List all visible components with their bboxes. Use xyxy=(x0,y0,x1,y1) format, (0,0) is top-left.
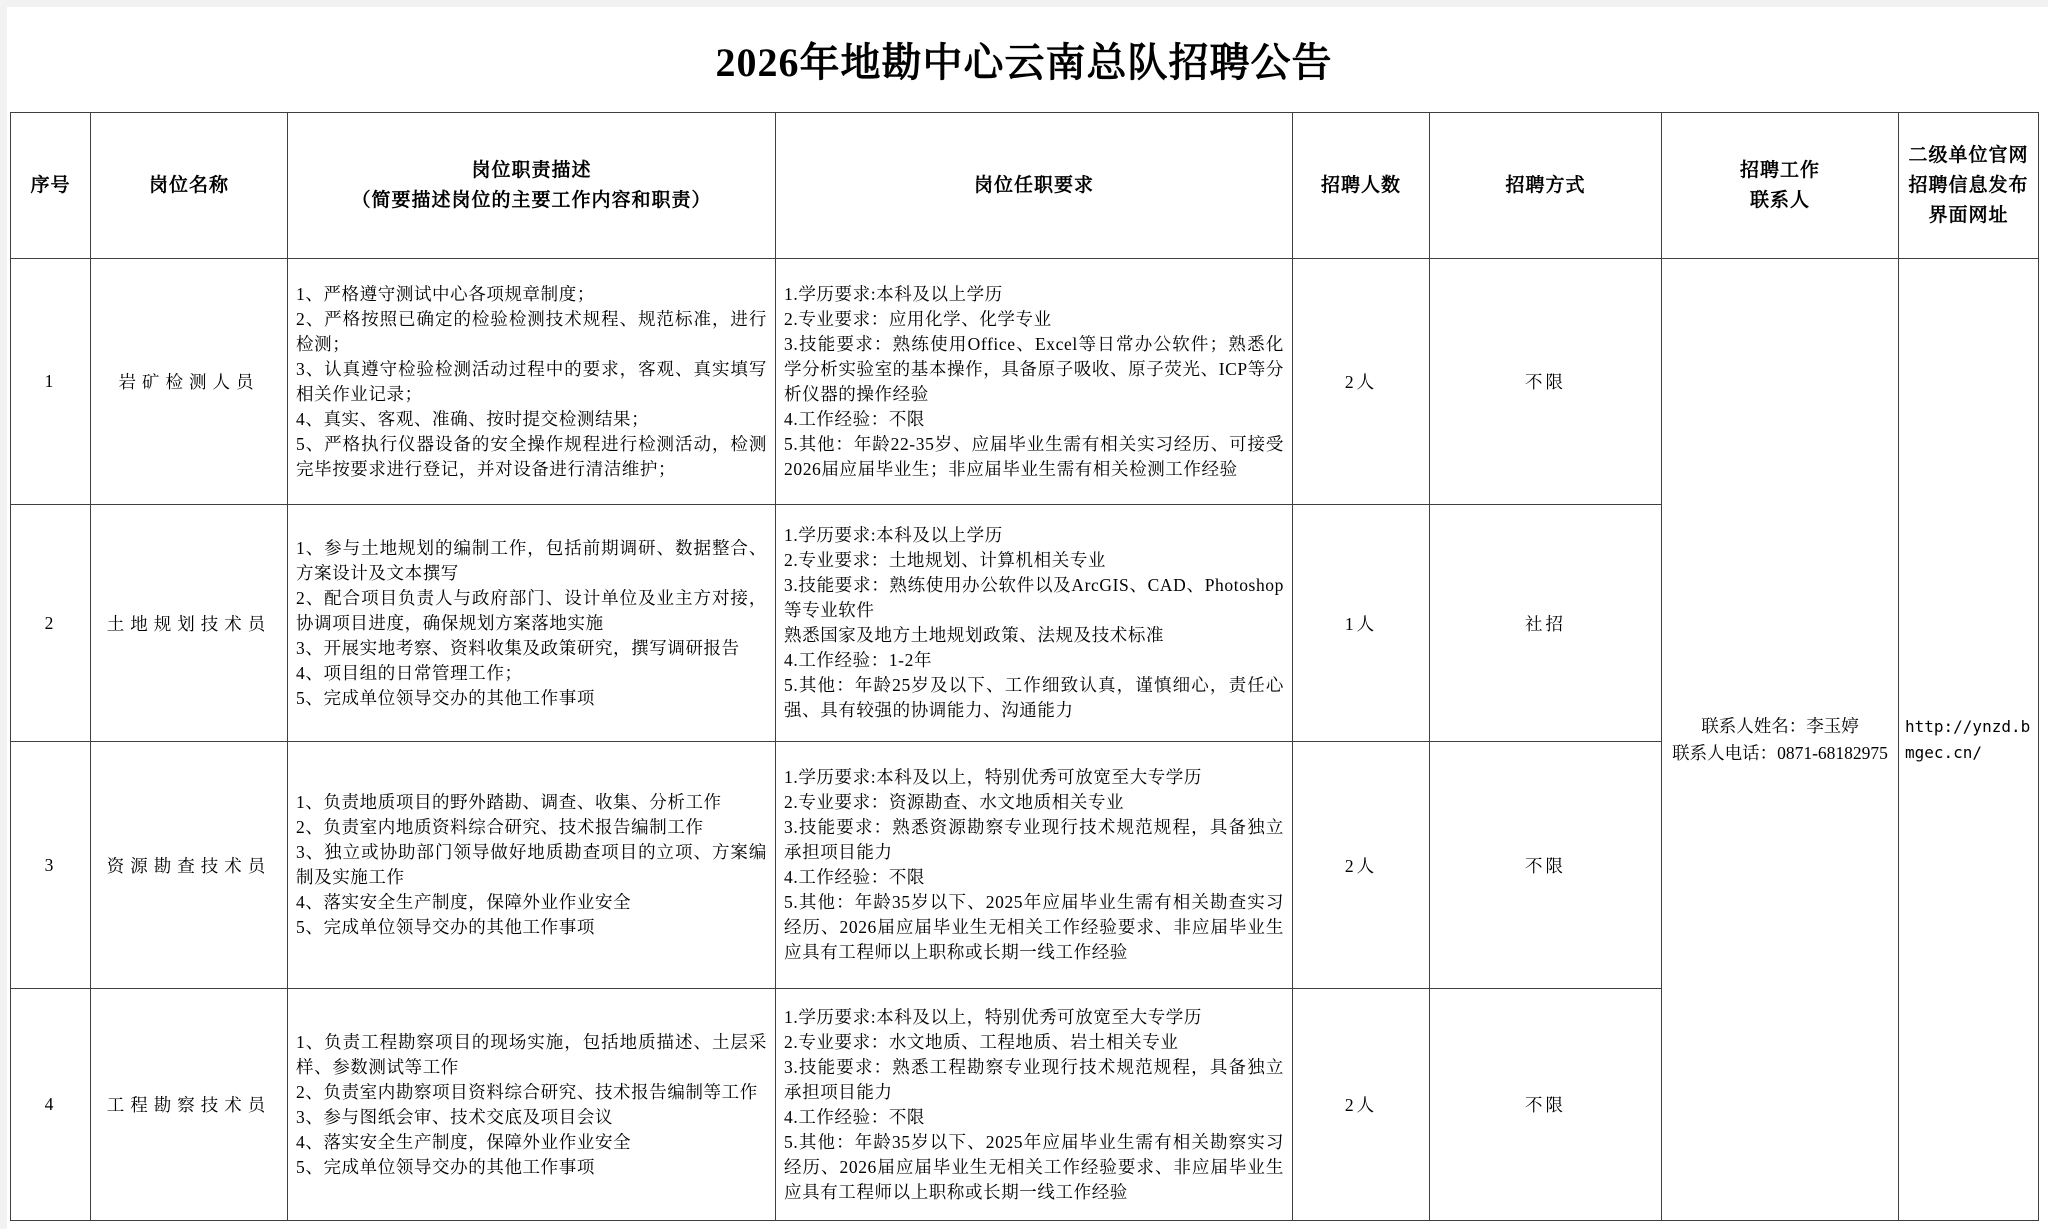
text-line: 招聘工作 xyxy=(1739,159,1820,181)
text-line: 界面网址 xyxy=(1928,204,2009,226)
text-line: 招聘信息发布 xyxy=(1908,174,2029,196)
method-cell: 不限 xyxy=(1430,259,1662,505)
header-method: 招聘方式 xyxy=(1430,113,1662,259)
text-line: 2.专业要求：资源勘查、水文地质相关专业 xyxy=(784,792,1125,812)
text-line: 3.技能要求：熟练使用办公软件以及ArcGIS、CAD、Photoshop等专业软件 xyxy=(784,575,1284,620)
method-cell: 社招 xyxy=(1430,505,1662,742)
table-row xyxy=(11,259,2039,505)
serial-cell: 4 xyxy=(11,989,91,1221)
text-line: 2、严格按照已确定的检验检测技术规程、规范标准，进行检测； xyxy=(296,308,767,354)
text-line: 3.技能要求：熟悉资源勘察专业现行技术规范规程，具备独立承担项目能力 xyxy=(784,817,1284,862)
position-cell: 岩矿检测人员 xyxy=(91,259,288,505)
requirements-cell xyxy=(776,259,1293,505)
header-duties xyxy=(288,113,776,259)
text-line: 5.其他：年龄35岁以下、2025年应届毕业生需有相关勘察实习经历、2026届应届毕业生无相关工作经验要求、非应届毕业生应具有工程师以上职称或长期一线工作经验 xyxy=(784,1131,1284,1202)
text-line: 2.专业要求：土地规划、计算机相关专业 xyxy=(784,550,1107,570)
requirements-cell xyxy=(776,989,1293,1221)
text-line: 5、严格执行仪器设备的安全操作规程进行检测活动，检测完毕按要求进行登记，并对设备进行清洁维护； xyxy=(296,433,767,479)
requirements-cell xyxy=(776,505,1293,742)
header-headcount: 招聘人数 xyxy=(1293,113,1430,259)
text-line: 1、参与土地规划的编制工作，包括前期调研、数据整合、方案设计及文本撰写 xyxy=(296,537,767,583)
serial-cell: 2 xyxy=(11,505,91,742)
text-line: 二级单位官网 xyxy=(1908,144,2029,166)
headcount-cell: 2人 xyxy=(1293,742,1430,989)
text-line: 4、落实安全生产制度，保障外业作业安全 xyxy=(296,1131,632,1152)
text-line: 4、真实、客观、准确、按时提交检测结果； xyxy=(296,408,650,429)
text-line: 5、完成单位领导交办的其他工作事项 xyxy=(296,687,595,708)
headcount-cell: 2人 xyxy=(1293,259,1430,505)
text-line: 2、负责室内勘察项目资料综合研究、技术报告编制等工作 xyxy=(296,1081,758,1102)
headcount-cell: 2人 xyxy=(1293,989,1430,1221)
text-line: 1.学历要求:本科及以上，特别优秀可放宽至大专学历 xyxy=(784,1006,1202,1027)
recruitment-table xyxy=(10,112,2039,1221)
position-cell: 土地规划技术员 xyxy=(91,505,288,742)
text-line: 4.工作经验：不限 xyxy=(784,408,926,429)
text-line: 4.工作经验：不限 xyxy=(784,867,926,887)
text-line: 联系人姓名：李玉婷 xyxy=(1701,715,1859,736)
website-cell: http://ynzd.bmgec.cn/ xyxy=(1899,259,2039,1221)
contact-cell xyxy=(1662,259,1899,1221)
text-line: 1.学历要求:本科及以上学历 xyxy=(784,283,1003,304)
header-row xyxy=(11,113,2039,259)
text-line: 熟悉国家及地方土地规划政策、法规及技术标准 xyxy=(784,625,1165,645)
text-line: 3、参与图纸会审、技术交底及项目会议 xyxy=(296,1106,614,1127)
text-line: 1.学历要求:本科及以上学历 xyxy=(784,525,1003,545)
page-edge-top xyxy=(0,0,2048,7)
duties-cell xyxy=(288,505,776,742)
text-line: 1、负责工程勘察项目的现场实施，包括地质描述、土层采样、参数测试等工作 xyxy=(296,1031,767,1077)
duties-cell xyxy=(288,989,776,1221)
text-line: 2.专业要求：应用化学、化学专业 xyxy=(784,308,1052,329)
header-website xyxy=(1899,113,2039,259)
text-line: 岗位职责描述 xyxy=(471,159,592,181)
text-line: 联系人 xyxy=(1749,189,1810,211)
duties-cell xyxy=(288,259,776,505)
page-edge-left xyxy=(0,0,7,1229)
header-no: 序号 xyxy=(11,113,91,259)
text-line: 2、负责室内地质资料综合研究、技术报告编制工作 xyxy=(296,817,704,837)
text-line: 3.技能要求：熟悉工程勘察专业现行技术规范规程，具备独立承担项目能力 xyxy=(784,1056,1284,1102)
method-cell: 不限 xyxy=(1430,989,1662,1221)
text-line: 5、完成单位领导交办的其他工作事项 xyxy=(296,917,595,937)
text-line: 4、落实安全生产制度，保障外业作业安全 xyxy=(296,892,632,912)
text-line: 3、独立或协助部门领导做好地质勘查项目的立项、方案编制及实施工作 xyxy=(296,842,767,887)
text-line: 1.学历要求:本科及以上，特别优秀可放宽至大专学历 xyxy=(784,767,1202,787)
text-line: 联系人电话：0871-68182975 xyxy=(1672,742,1888,763)
serial-cell: 3 xyxy=(11,742,91,989)
text-line: 3、开展实地考察、资料收集及政策研究，撰写调研报告 xyxy=(296,637,740,658)
serial-cell: 1 xyxy=(11,259,91,505)
text-line: 4.工作经验：1-2年 xyxy=(784,650,933,670)
position-cell: 工程勘察技术员 xyxy=(91,989,288,1221)
headcount-cell: 1人 xyxy=(1293,505,1430,742)
text-line: 3.技能要求：熟练使用Office、Excel等日常办公软件；熟悉化学分析实验室的基本操作，具备原子吸收、原子荧光、ICP等分析仪器的操作经验 xyxy=(784,333,1284,404)
position-cell: 资源勘查技术员 xyxy=(91,742,288,989)
text-line: 2、配合项目负责人与政府部门、设计单位及业主方对接，协调项目进度，确保规划方案落地实施 xyxy=(296,587,767,633)
header-position: 岗位名称 xyxy=(91,113,288,259)
text-line: 1、负责地质项目的野外踏勘、调查、收集、分析工作 xyxy=(296,792,722,812)
requirements-cell xyxy=(776,742,1293,989)
text-line: 2.专业要求：水文地质、工程地质、岩土相关专业 xyxy=(784,1031,1179,1052)
page-title: 2026年地勘中心云南总队招聘公告 xyxy=(715,39,1333,85)
text-line: 5.其他：年龄35岁以下、2025年应届毕业生需有相关勘查实习经历、2026届应届毕业生无相关工作经验要求、非应届毕业生应具有工程师以上职称或长期一线工作经验 xyxy=(784,892,1284,962)
duties-cell xyxy=(288,742,776,989)
text-line: 3、认真遵守检验检测活动过程中的要求，客观、真实填写相关作业记录； xyxy=(296,358,767,404)
text-line: 4.工作经验：不限 xyxy=(784,1106,926,1127)
text-line: 5、完成单位领导交办的其他工作事项 xyxy=(296,1156,595,1177)
text-line: 5.其他：年龄22-35岁、应届毕业生需有相关实习经历、可接受2026届应届毕业生；非应届毕业生需有相关检测工作经验 xyxy=(784,433,1284,479)
text-line: 5.其他：年龄25岁及以下、工作细致认真，谨慎细心，责任心强、具有较强的协调能力、沟通能力 xyxy=(784,675,1284,720)
header-requirements: 岗位任职要求 xyxy=(776,113,1293,259)
text-line: 4、项目组的日常管理工作； xyxy=(296,662,523,683)
header-contact xyxy=(1662,113,1899,259)
text-line: 1、严格遵守测试中心各项规章制度； xyxy=(296,283,595,304)
method-cell: 不限 xyxy=(1430,742,1662,989)
text-line: （简要描述岗位的主要工作内容和职责） xyxy=(351,189,712,211)
